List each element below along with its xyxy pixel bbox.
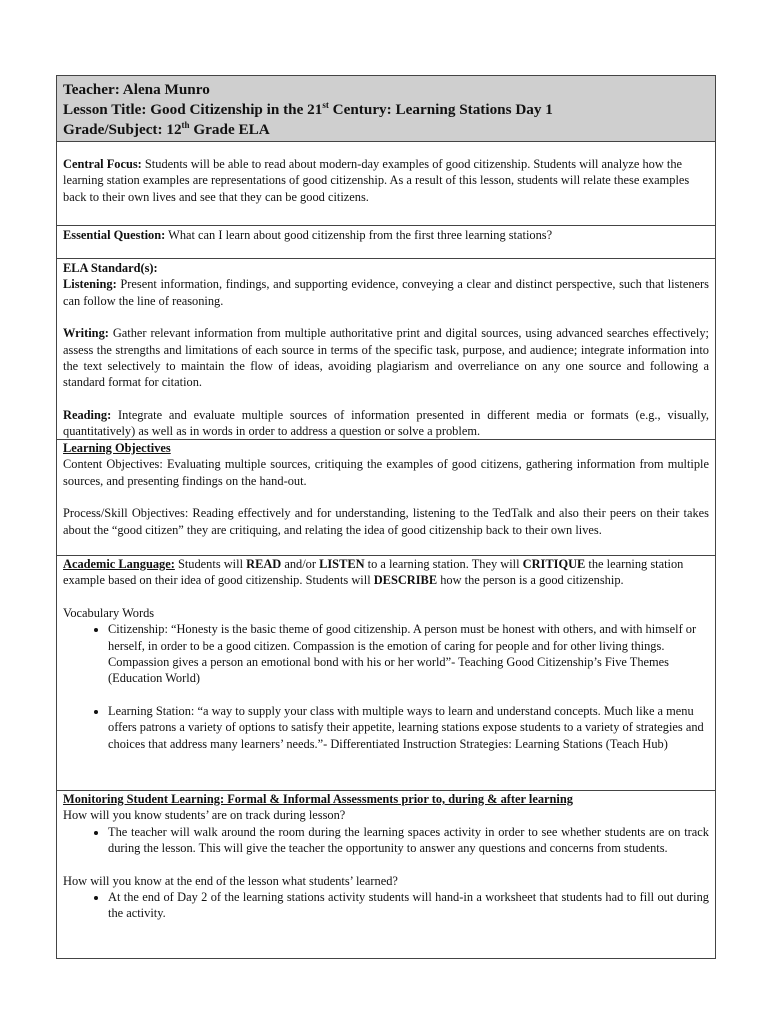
learning-objectives-heading (63, 440, 709, 456)
process-objectives: Process/Skill Objectives: Reading effectively and for understanding, listening to the TedTalk and also their peers on their takes about the “good citizen” they are critiquing, and relating the idea of good citizenship back to their own lives. (63, 506, 709, 537)
academic-text-4: the learning station example based on their idea of good citizenship. Students will (63, 557, 684, 588)
grade-text: Grade/Subject: 12 (63, 121, 182, 138)
essential-question-section (57, 225, 715, 258)
essential-question-label: Essential Question: (63, 228, 166, 242)
writing-standard (63, 325, 709, 391)
central-focus-paragraph (63, 156, 709, 205)
central-focus-label: Central Focus: (63, 157, 142, 171)
keyword-listen: LISTEN (319, 557, 365, 571)
learning-objectives-section (57, 439, 715, 555)
reading-label: Reading: (63, 407, 112, 422)
listening-label: Listening: (63, 277, 117, 292)
monitoring-section (57, 790, 715, 958)
monitoring-answer-1: • The teacher will walk around the room during the learning spaces activity in order to see whether students are on track during the lesson. This will give the teacher the opportunity to answer any questions and concerns from students. (108, 824, 709, 857)
monitoring-question-2: How will you know at the end of the lesson what students’ learned? (63, 873, 398, 888)
writing-label: Writing: (63, 326, 109, 341)
central-focus-section (57, 141, 715, 225)
spacer (63, 391, 709, 407)
essential-question-paragraph (63, 227, 709, 243)
listening-standard (63, 276, 709, 309)
academic-language-section (57, 555, 715, 790)
central-focus-text: Students will be able to read about modern-day examples of good citizenship. Students will analyze how the learning station examples are representations of good citizenship. As a result of this lesson, students will relate these examples back to their own lives and see that they can be good citizens. (63, 157, 690, 204)
spacer (63, 489, 709, 505)
lesson-title-line (63, 100, 709, 120)
teacher-line: Teacher: Alena Munro (63, 81, 210, 98)
keyword-critique: CRITIQUE (522, 557, 586, 571)
academic-language-label: Academic Language: (63, 557, 175, 571)
academic-text-3: to a learning station. They will (364, 557, 523, 571)
lesson-header (57, 76, 715, 141)
reading-text: Integrate and evaluate multiple sources of information presented in different media or formats (e.g., visually, quantitatively) as well as in words in order to address a question or solve a problem. (63, 407, 709, 439)
academic-text-2: and/or (281, 557, 320, 571)
spacer (63, 589, 709, 605)
ela-standards-section (57, 258, 715, 439)
keyword-describe: DESCRIBE (373, 573, 438, 588)
academic-language-paragraph (63, 556, 709, 589)
monitoring-answer-2: • At the end of Day 2 of the learning stations activity students will hand-in a worksheet that students had to fill out during the activity. (108, 889, 709, 922)
essential-question-text: What can I learn about good citizenship from the first three learning stations? (165, 228, 553, 242)
monitoring-question-1: How will you know students’ are on track during lesson? (63, 808, 346, 823)
content-objectives: Content Objectives: Evaluating multiple sources, critiquing the examples of good citizens, gathering information from multiple sources, and presenting findings on the hand-out. (63, 457, 709, 488)
lesson-title-sup: st (322, 99, 329, 110)
vocabulary-list (63, 621, 709, 752)
spacer (108, 687, 709, 703)
vocabulary-item-learning-station: • Learning Station: “a way to supply your class with multiple ways to learn and understand concepts. Much like a menu offers patrons a variety of options to satisfy their appetite, learning stations expose students to a variety of strategies and choices that address many learners’ needs.”- Differentiated Instruction Strategies: Learning Stations (Teach Hub) (108, 703, 709, 752)
monitoring-heading (63, 791, 709, 807)
lesson-title-text: Lesson Title: Good Citizenship in the 21 (63, 101, 323, 118)
listening-text: Present information, findings, and supporting evidence, conveying a clear and distinct perspective, such that listeners can follow the line of reasoning. (63, 277, 709, 308)
spacer (63, 857, 709, 873)
lesson-title-text-end: Century: Learning Stations Day 1 (328, 101, 553, 118)
academic-text-5: how the person is a good citizenship. (437, 573, 624, 588)
monitoring-list-2 (63, 889, 709, 922)
vocabulary-heading: Vocabulary Words (63, 605, 155, 620)
grade-text-end: Grade ELA (189, 121, 270, 138)
grade-sup: th (181, 119, 190, 130)
monitoring-heading-text: Monitoring Student Learning: Formal & Informal Assessments prior to, during & after learning (63, 792, 573, 806)
writing-text: Gather relevant information from multiple authoritative print and digital sources, using advanced searches effectively; assess the strengths and limitations of each source in terms of the specific task, purpose, and audience; integrate information into the text selectively to maintain the flow of ideas, avoiding plagiarism and overreliance on any one source and following a standard format for citation. (63, 326, 709, 390)
ela-standards-heading-text: ELA Standard(s): (63, 261, 158, 275)
keyword-read: READ (246, 557, 282, 571)
academic-text-1: Students will (174, 557, 247, 571)
learning-objectives-heading-text: Learning Objectives (63, 441, 171, 455)
lesson-plan-table (56, 75, 716, 959)
monitoring-list-1 (63, 824, 709, 857)
reading-standard (63, 407, 709, 440)
ela-standards-heading (63, 260, 709, 276)
grade-subject-line (63, 120, 709, 140)
vocabulary-item-citizenship: • Citizenship: “Honesty is the basic theme of good citizenship. A person must be honest with others, and with himself or herself, in order to be a good citizen. Compassion is the emotion of caring for people and for other living things. Compassion gives a person an emotional bond with his or her world”- Teaching Good Citizenship’s Five Themes (Education World) (108, 621, 709, 687)
spacer (63, 309, 709, 325)
